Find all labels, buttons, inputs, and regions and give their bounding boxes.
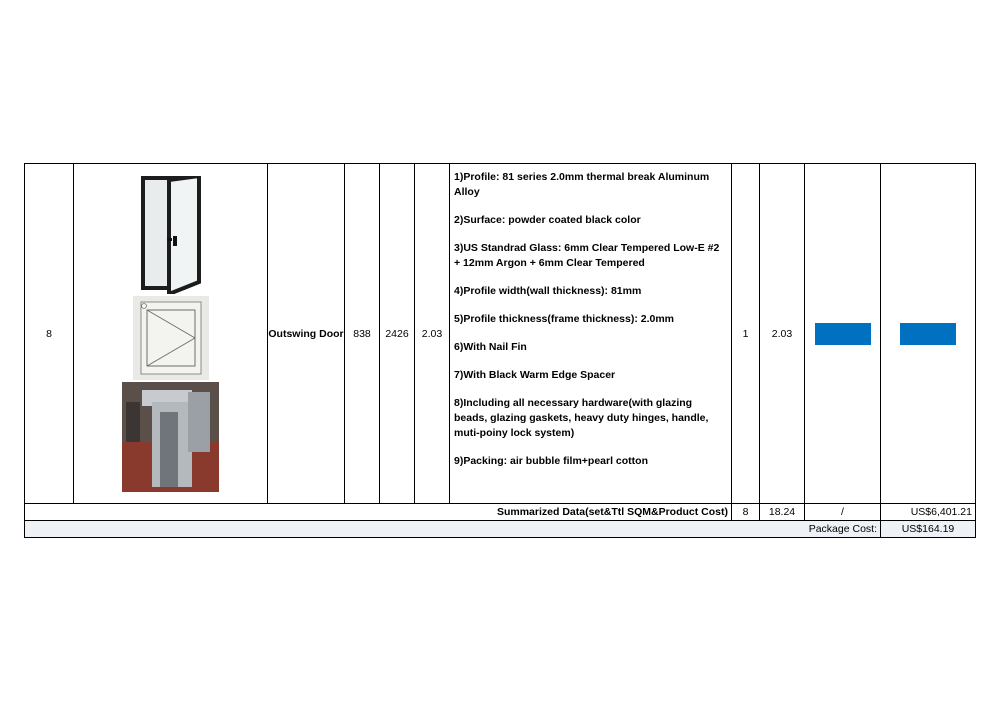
spec-line: 3)US Standrad Glass: 6mm Clear Tempered Low-E #2 + 12mm Argon + 6mm Clear Tempered <box>454 242 720 269</box>
summary-cost: US$6,401.21 <box>881 504 976 521</box>
summary-label: Summarized Data(set&Ttl SQM&Product Cost) <box>25 504 732 521</box>
spec-line: 4)Profile width(wall thickness): 81mm <box>454 285 642 297</box>
amount-cell <box>881 164 976 504</box>
spec-line: 5)Profile thickness(frame thickness): 2.0mm <box>454 313 674 325</box>
package-label: Package Cost: <box>25 521 881 538</box>
elevation-drawing <box>133 296 209 380</box>
specification-cell <box>450 164 732 504</box>
summary-row <box>25 504 976 521</box>
summary-sqm: 18.24 <box>760 504 805 521</box>
summary-unit-price: / <box>805 504 881 521</box>
height-cell: 2426 <box>380 164 415 504</box>
unit-price-cell <box>805 164 881 504</box>
total-area-cell: 2.03 <box>760 164 805 504</box>
summary-sets: 8 <box>732 504 760 521</box>
table-row <box>25 164 976 504</box>
package-cost: US$164.19 <box>881 521 976 538</box>
profile-section-photo <box>122 382 219 492</box>
quotation-table <box>24 163 976 538</box>
product-name: Outswing Door <box>268 164 345 504</box>
width-cell: 838 <box>345 164 380 504</box>
redacted-unit-price <box>815 323 871 345</box>
product-images-cell <box>74 164 268 504</box>
spec-line: 1)Profile: 81 series 2.0mm thermal break Aluminum Alloy <box>454 171 710 198</box>
spec-line: 8)Including all necessary hardware(with glazing beads, glazing gaskets, heavy duty hinges, handle, muti-poiny lock system) <box>454 397 709 439</box>
spec-line: 2)Surface: powder coated black color <box>454 214 641 226</box>
quotation-table-section <box>24 163 976 539</box>
item-number: 8 <box>25 164 74 504</box>
quantity-cell: 1 <box>732 164 760 504</box>
spec-line: 6)With Nail Fin <box>454 341 527 353</box>
spec-line: 9)Packing: air bubble film+pearl cotton <box>454 455 648 467</box>
area-cell: 2.03 <box>415 164 450 504</box>
package-row <box>25 521 976 538</box>
spec-line: 7)With Black Warm Edge Spacer <box>454 369 616 381</box>
door-photo <box>129 176 213 294</box>
redacted-amount <box>900 323 956 345</box>
